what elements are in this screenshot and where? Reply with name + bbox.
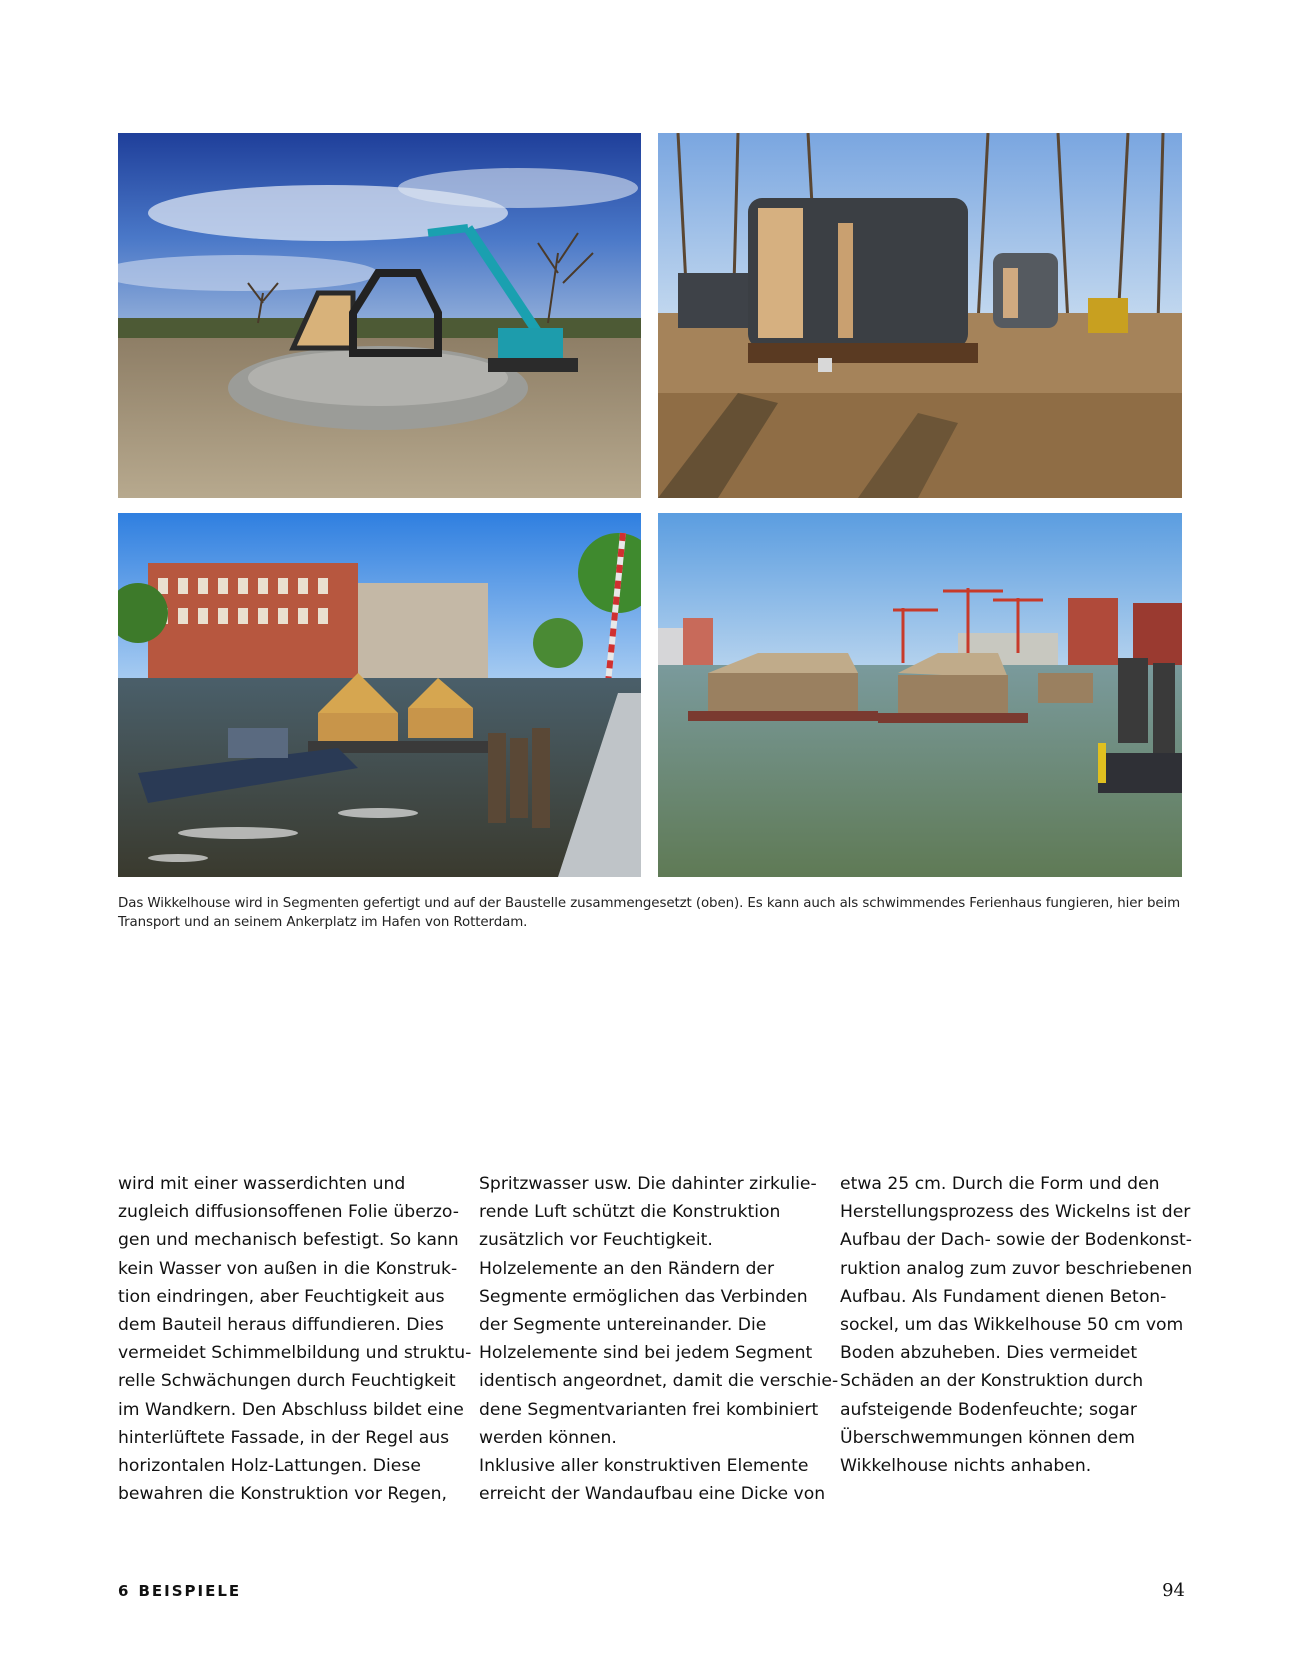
text-line: ruktion analog zum zuvor beschriebenen: [840, 1258, 1193, 1279]
text-line: im Wandkern. Den Abschluss bildet eine: [118, 1399, 464, 1420]
text-line: Wikkelhouse nichts anhaben.: [840, 1456, 1092, 1477]
text-line: dem Bauteil heraus diffundieren. Dies: [118, 1315, 444, 1336]
text-line: Aufbau der Dach- sowie der Bodenkonst-: [840, 1230, 1192, 1251]
running-footer-chapter: [118, 1582, 241, 1600]
text-line: bewahren die Konstruktion vor Regen,: [118, 1484, 447, 1505]
photo-harbor-mooring: [658, 513, 1182, 877]
text-line: Inklusive aller konstruktiven Elemente: [479, 1456, 809, 1477]
page-number: 94: [1162, 1580, 1185, 1601]
text-line: wird mit einer wasserdichten und: [118, 1174, 406, 1194]
chapter-title: BEISPIELE: [138, 1582, 242, 1600]
caption-line: Transport und an seinem Ankerplatz im Hafen von Rotterdam.: [118, 915, 528, 930]
chapter-number: 6: [118, 1582, 131, 1600]
text-line: Holzelemente sind bei jedem Segment: [479, 1343, 813, 1364]
text-line: Herstellungsprozess des Wickelns ist der: [840, 1202, 1191, 1223]
text-line: Segmente ermöglichen das Verbinden: [479, 1286, 808, 1307]
text-line: aufsteigende Bodenfeuchte; sogar: [840, 1399, 1137, 1420]
text-line: tion eindringen, aber Feuchtigkeit aus: [118, 1286, 445, 1307]
body-column-3: [840, 1170, 1193, 1480]
text-line: hinterlüftete Fassade, in der Regel aus: [118, 1427, 450, 1448]
text-line: zugleich diffusionsoffenen Folie überzo-: [118, 1202, 459, 1223]
text-line: Überschwemmungen können dem: [840, 1427, 1135, 1448]
text-line: Aufbau. Als Fundament dienen Beton-: [840, 1286, 1167, 1307]
body-column-2: [479, 1170, 839, 1508]
text-line: etwa 25 cm. Durch die Form und den: [840, 1174, 1160, 1194]
text-line: werden können.: [479, 1427, 617, 1448]
text-line: dene Segmentvarianten frei kombiniert: [479, 1399, 819, 1420]
text-line: vermeidet Schimmelbildung und struktu-: [118, 1343, 472, 1364]
text-line: gen und mechanisch befestigt. So kann: [118, 1230, 459, 1251]
text-line: Boden abzuheben. Dies vermeidet: [840, 1343, 1138, 1364]
text-line: kein Wasser von außen in die Konstruk-: [118, 1258, 458, 1279]
photo-construction-site: [118, 133, 641, 498]
body-column-1: [118, 1170, 472, 1508]
text-line: Spritzwasser usw. Die dahinter zirkulie-: [479, 1174, 817, 1194]
text-line: zusätzlich vor Feuchtigkeit.: [479, 1230, 713, 1251]
text-line: Holzelemente an den Rändern der: [479, 1258, 775, 1279]
text-line: relle Schwächungen durch Feuchtigkeit: [118, 1371, 456, 1392]
photo-forest-cabins: [658, 133, 1182, 498]
figure-caption: [118, 894, 1182, 932]
text-line: erreicht der Wandaufbau eine Dicke von: [479, 1484, 826, 1505]
text-line: sockel, um das Wikkelhouse 50 cm vom: [840, 1315, 1184, 1336]
caption-line: Das Wikkelhouse wird in Segmenten gefertigt und auf der Baustelle zusammengesetzt (oben). Es kann auch als schwimmendes Ferienhaus fungieren, hier beim: [118, 896, 1181, 911]
photo-canal-transport: [118, 513, 641, 877]
text-line: Schäden an der Konstruktion durch: [840, 1371, 1144, 1392]
text-line: horizontalen Holz-Lattungen. Diese: [118, 1456, 421, 1477]
text-line: der Segmente untereinander. Die: [479, 1315, 767, 1336]
text-line: identisch angeordnet, damit die verschie-: [479, 1371, 839, 1392]
text-line: rende Luft schützt die Konstruktion: [479, 1202, 781, 1223]
